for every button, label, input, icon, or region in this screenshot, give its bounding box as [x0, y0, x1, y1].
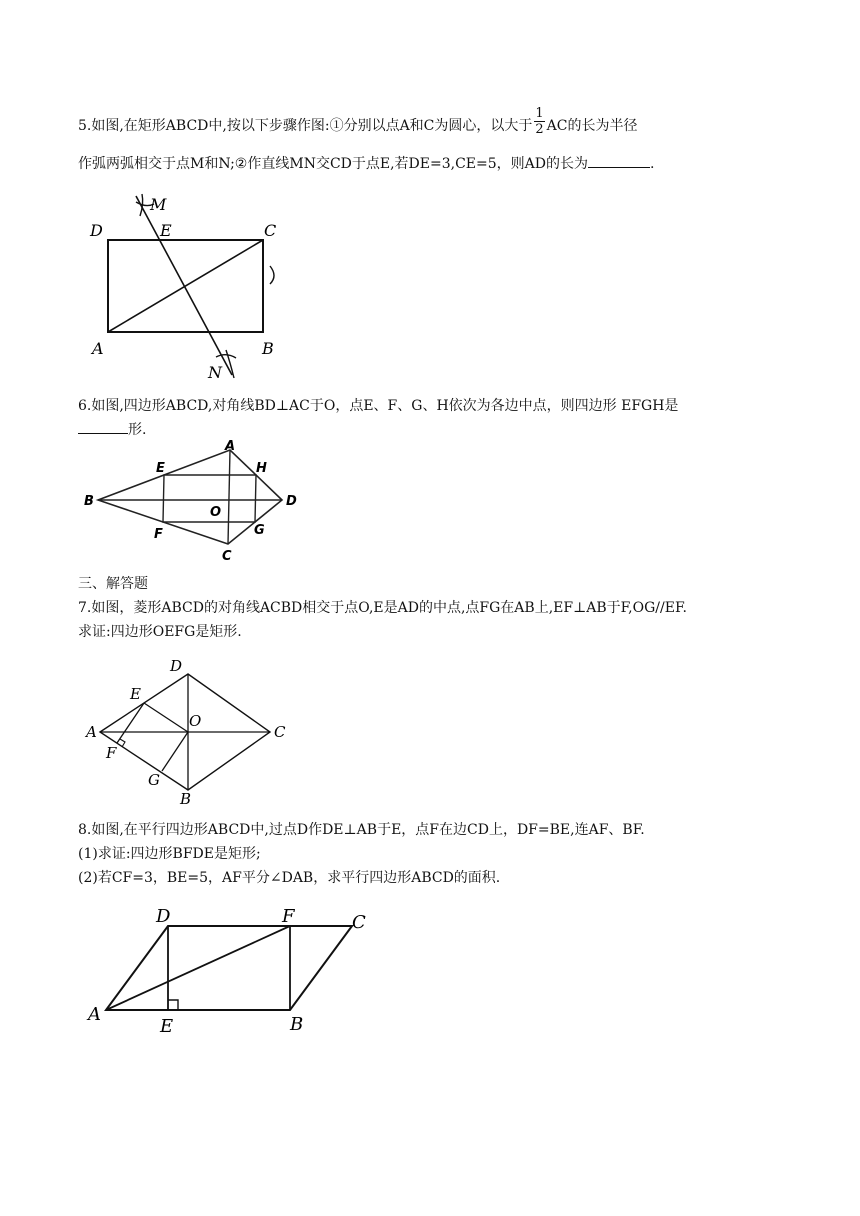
section-title: 三、解答题	[78, 576, 148, 592]
label-d: D	[286, 494, 297, 509]
q7-line1: 7.如图，菱形ABCD的对角线ACBD相交于点O,E是AD的中点,点FG在AB上,EF⊥AB于F,OG//EF.	[78, 600, 687, 616]
label-f: F	[106, 744, 117, 762]
q8-line1: 8.如图,在平行四边形ABCD中,过点D作DE⊥AB于E，点F在边CD上，DF=BE,连AF、BF.	[78, 822, 645, 838]
label-d: D	[156, 906, 171, 927]
segment-eo	[144, 703, 188, 732]
label-g: G	[148, 771, 160, 789]
q5-line1	[78, 105, 798, 138]
label-b: B	[180, 790, 192, 808]
right-angle-mark	[168, 1000, 178, 1010]
label-f: F	[154, 527, 163, 542]
label-c: C	[222, 549, 232, 564]
q5-text-part2: AC的长为半径	[546, 118, 638, 134]
arc-mark-n1	[216, 355, 236, 358]
q5-line2	[78, 152, 798, 176]
label-e: E	[160, 221, 172, 240]
label-g: G	[254, 523, 265, 538]
answer-blank	[78, 419, 128, 434]
fraction-numerator: 1	[535, 105, 544, 121]
segment-ef	[117, 703, 144, 743]
label-a: A	[86, 723, 97, 741]
label-c: C	[352, 912, 366, 933]
q8-line2: (1)求证:四边形BFDE是矩形;	[78, 846, 261, 862]
q6-figure-quadrilateral	[78, 438, 308, 568]
q7-line2: 求证:四边形OEFG是矩形.	[78, 624, 242, 640]
label-h: H	[256, 461, 267, 476]
label-f: F	[282, 906, 295, 927]
label-d: D	[170, 657, 183, 675]
q6-line1: 6.如图,四边形ABCD,对角线BD⊥AC于O，点E、F、G、H依次为各边中点，则四边形 EFGH是	[78, 398, 679, 414]
q6-text-end: 形.	[128, 422, 147, 438]
label-b: B	[262, 339, 274, 358]
fraction-denominator: 2	[535, 121, 544, 137]
diagonal-ac	[228, 450, 230, 544]
q5-text-end: .	[649, 156, 655, 172]
q7-figure-rhombus	[84, 654, 294, 806]
segment-af	[106, 926, 290, 1010]
stray-arc-mark	[270, 266, 274, 284]
label-b: B	[84, 494, 94, 509]
q5-figure-rectangle	[80, 190, 300, 385]
line-mn	[136, 196, 232, 375]
q5-text-part1: 5.如图,在矩形ABCD中,按以下步骤作图:①分别以点A和C为圆心，以大于	[78, 118, 533, 134]
segment-og	[162, 732, 188, 771]
arc-mark-n2	[226, 350, 234, 378]
q5-text-part3: 作弧两弧相交于点M和N;②作直线MN交CD于点E,若DE=3,CE=5，则AD的长为	[78, 156, 588, 172]
label-e: E	[160, 1016, 174, 1037]
label-e: E	[130, 685, 141, 703]
label-c: C	[274, 723, 286, 741]
label-a: A	[88, 1004, 101, 1025]
parallelogram-abcd	[106, 926, 352, 1010]
label-c: C	[264, 221, 277, 240]
q8-figure-parallelogram	[86, 902, 386, 1038]
fraction-one-half	[534, 106, 544, 137]
label-n: N	[208, 363, 222, 382]
label-a: A	[92, 339, 104, 358]
diagonal-ac	[108, 240, 263, 332]
label-b: B	[290, 1014, 304, 1035]
answer-blank	[588, 153, 650, 168]
label-m: M	[150, 195, 167, 214]
label-d: D	[90, 221, 103, 240]
label-a: A	[225, 439, 236, 454]
label-o: O	[210, 505, 222, 520]
label-e: E	[156, 461, 165, 476]
label-o: O	[189, 712, 202, 730]
q8-line3: (2)若CF=3，BE=5，AF平分∠DAB，求平行四边形ABCD的面积.	[78, 870, 501, 886]
